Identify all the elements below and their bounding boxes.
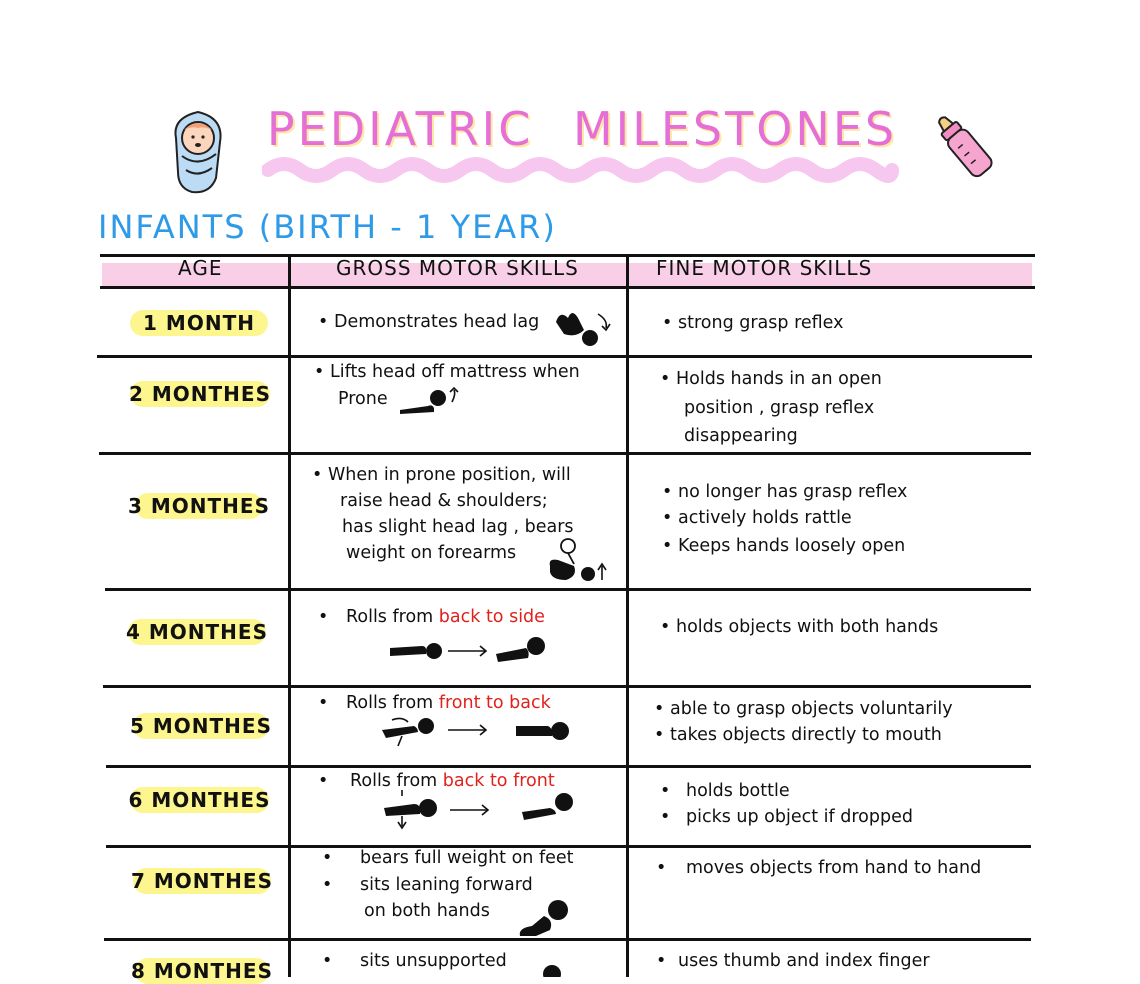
title-underline-wave xyxy=(262,156,902,186)
list-item: • holds objects with both hands xyxy=(660,617,939,637)
row-separator xyxy=(99,452,1031,455)
age-label: 2 MONTHES xyxy=(129,382,271,406)
list-item: • takes objects directly to mouth xyxy=(654,725,942,745)
forearm-support-figure-icon xyxy=(544,536,612,584)
age-label: 5 MONTHES xyxy=(130,714,272,738)
list-item: • bears full weight on feet xyxy=(322,848,574,868)
list-item-continuation: disappearing xyxy=(684,426,798,446)
list-item-continuation: has slight head lag , bears xyxy=(342,517,574,537)
roll-figure-icon xyxy=(388,634,550,666)
list-item: • no longer has grasp reflex xyxy=(662,482,908,502)
baby-bottle-icon xyxy=(928,110,1000,182)
list-item: • Keeps hands loosely open xyxy=(662,536,906,556)
swaddled-baby-icon xyxy=(168,108,228,196)
age-label: 4 MONTHES xyxy=(126,620,268,644)
row-separator xyxy=(105,588,1031,591)
page-title: PEDIATRIC MILESTONES xyxy=(266,102,898,156)
sitting-figure-icon xyxy=(514,898,574,940)
list-item-continuation: on both hands xyxy=(364,901,490,921)
list-item: • sits leaning forward xyxy=(322,875,533,895)
list-item-continuation: raise head & shoulders; xyxy=(340,491,548,511)
age-label: 6 MONTHES xyxy=(128,788,271,812)
list-item-continuation: weight on forearms xyxy=(346,543,517,563)
roll-figure-icon xyxy=(378,714,572,748)
list-item: • picks up object if dropped xyxy=(660,807,913,827)
list-item-continuation: position , grasp reflex xyxy=(684,398,875,418)
column-header-age: AGE xyxy=(178,256,223,280)
age-label: 8 MONTHES xyxy=(131,959,273,983)
list-item: • uses thumb and index finger xyxy=(656,951,930,971)
list-item: • sits unsupported xyxy=(322,951,507,971)
head-lag-figure-icon xyxy=(550,304,614,348)
prone-lift-figure-icon xyxy=(398,384,466,416)
row-separator xyxy=(103,685,1031,688)
list-item: • Rolls from back to front xyxy=(318,771,555,791)
roll-figure-icon xyxy=(380,790,576,830)
list-item: • actively holds rattle xyxy=(662,508,852,528)
age-label: 1 MONTH xyxy=(130,310,268,336)
table-header-border xyxy=(100,286,1035,289)
age-label: 7 MONTHES xyxy=(131,869,273,893)
list-item: • able to grasp objects voluntarily xyxy=(654,699,953,719)
list-item: • When in prone position, will xyxy=(312,465,571,485)
list-item-continuation: Prone xyxy=(338,389,388,409)
list-item: • moves objects from hand to hand xyxy=(656,858,982,878)
column-header-gross-motor: GROSS MOTOR SKILLS xyxy=(336,256,579,280)
column-header-fine-motor: FINE MOTOR SKILLS xyxy=(656,256,873,280)
list-item: • Rolls from front to back xyxy=(318,693,551,713)
sitting-figure-icon xyxy=(540,962,564,977)
list-item: • strong grasp reflex xyxy=(662,313,844,333)
column-divider-2 xyxy=(626,254,629,977)
section-subtitle: INFANTS (BIRTH - 1 YEAR) xyxy=(98,208,557,246)
row-separator xyxy=(106,765,1031,768)
list-item: • Rolls from back to side xyxy=(318,607,545,627)
age-label: 3 MONTHES xyxy=(128,494,270,518)
list-item: • Demonstrates head lag xyxy=(318,312,540,332)
row-separator xyxy=(97,355,1032,358)
column-divider-1 xyxy=(288,254,291,977)
list-item: • Lifts head off mattress when xyxy=(314,362,580,382)
list-item: • holds bottle xyxy=(660,781,790,801)
list-item: • Holds hands in an open xyxy=(660,369,882,389)
